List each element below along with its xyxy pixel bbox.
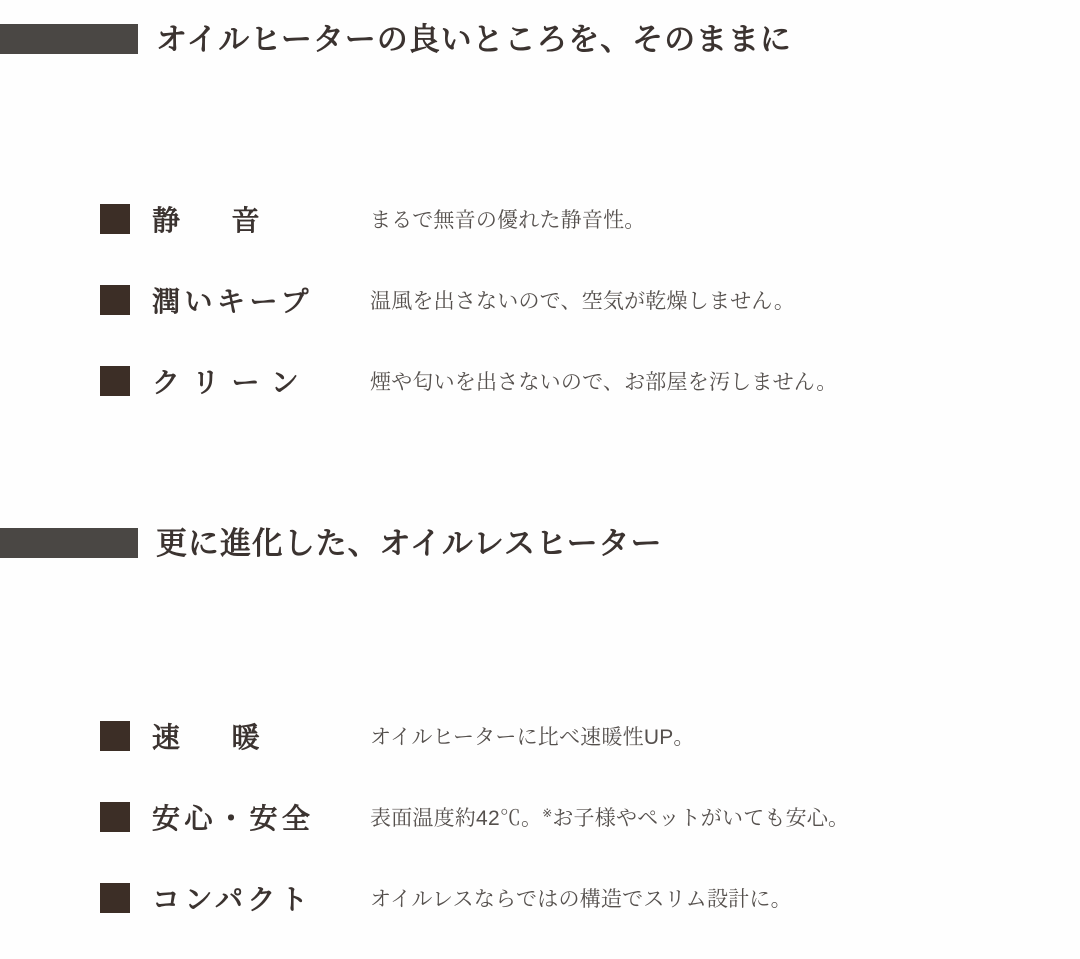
bullet-square-icon xyxy=(100,366,130,396)
list-item xyxy=(100,340,1080,421)
feature-list xyxy=(0,178,1080,421)
bullet-square-icon xyxy=(100,204,130,234)
section-oilless-heater-evolution xyxy=(0,504,1080,938)
section-oil-heater-benefits xyxy=(0,0,1080,421)
list-item xyxy=(100,259,1080,340)
feature-description: オイルヒーターに比べ速暖性UP。 xyxy=(370,725,695,749)
section-heading-text: オイルヒーターの良いところを、そのままに xyxy=(156,21,792,57)
feature-title: クリーン xyxy=(152,366,311,398)
bullet-square-icon xyxy=(100,721,130,751)
feature-description: 温風を出さないので、空気が乾燥しません。 xyxy=(370,289,796,313)
feature-description: オイルレスならではの構造でスリム設計に。 xyxy=(370,887,792,911)
feature-title: 潤いキープ xyxy=(152,285,314,317)
feature-description: 煙や匂いを出さないので、お部屋を汚しません。 xyxy=(370,370,838,394)
section-heading-text: 更に進化した、オイルレスヒーター xyxy=(156,525,663,561)
feature-title: 静 音 xyxy=(152,204,272,236)
section-heading-row xyxy=(0,0,1080,78)
section-heading-row xyxy=(0,504,1080,582)
feature-description xyxy=(370,802,849,832)
feature-title: 安心・安全 xyxy=(152,802,315,834)
heading-accent-bar xyxy=(0,24,138,54)
list-item xyxy=(100,695,1080,776)
footnote-marker: ※ xyxy=(542,805,553,820)
feature-title: 速 暖 xyxy=(152,721,272,753)
heading-accent-bar xyxy=(0,528,138,558)
feature-description-part1: 表面温度約42℃。 xyxy=(370,806,543,830)
feature-list xyxy=(0,695,1080,938)
bullet-square-icon xyxy=(100,883,130,913)
bullet-square-icon xyxy=(100,285,130,315)
list-item xyxy=(100,776,1080,857)
list-item xyxy=(100,178,1080,259)
list-item xyxy=(100,857,1080,938)
feature-title: コンパクト xyxy=(152,883,313,915)
bullet-square-icon xyxy=(100,802,130,832)
feature-description-part2: お子様やペットがいても安心。 xyxy=(552,806,850,830)
feature-description: まるで無音の優れた静音性。 xyxy=(370,208,646,232)
